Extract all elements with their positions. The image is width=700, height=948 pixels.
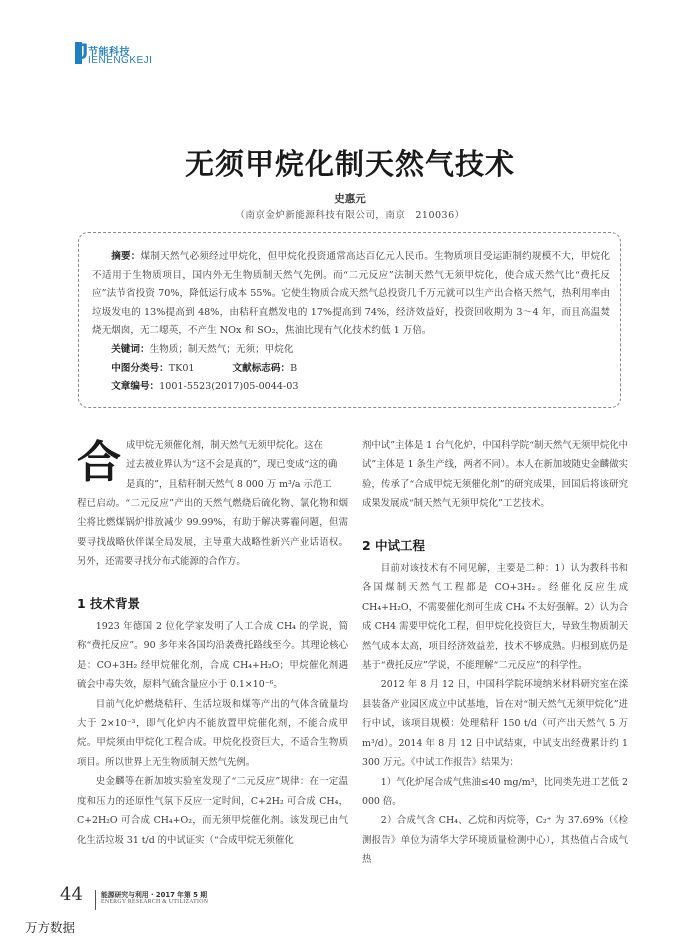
section-2-paragraph-1: 目前对该技术有不同见解，主要是二种：1）认为教科书和各国煤制天然气工程都是 CO+3H₂。经催化反应生成 CH₄+H₂O，不需要催化剂可生成 CH₄ 不太好强解。2）认为合成 CH4 需要甲烷化工程，但甲烷化投资巨大，导致生物质制天然气成本太高，项目经济效益差，技术不够成熟。归根到底仍是基于“费托反应”学说，不能理解“二元反应”的科学性。	[362, 563, 628, 672]
drop-cap: 合	[77, 437, 121, 488]
section-1-paragraph-2: 目前气化炉燃烧秸秆、生活垃圾和煤等产出的气体含硫量均大于 2×10⁻³，即气化炉内不能放置甲烷催化剂，不能合成甲烷。甲烷须由甲烷化工程合成。甲烷化投资巨大，不适合生物质项目。所以世界上无生物质制天然气先例。	[77, 698, 348, 768]
intro-rest-paragraph: 程已启动。“二元反应”产出的天然气燃烧后硫化物、氯化物和烟尘将比燃煤锅炉排放减少 99.99%，有助于解决雾霾问题，但需要寻找战略伙伴谋全局发展，主导重大战略性新兴产业话语权。另外，还需要寻找分布式能源的合作方。	[77, 498, 348, 568]
abstract-label: 摘要：	[111, 251, 141, 262]
section-1-paragraph-3: 史金麟等在新加坡实验室发现了“二元反应”规律：在一定温度和压力的还原性气氛下反应一定时间，C+2H₂ 可合成 CH₄，C+2H₂O 可合成 CH₄+O₂，而无须甲烷催化剂。该发现已由气化生活垃圾 31 t/d 的中试证实（“合成甲烷无须催化	[77, 776, 348, 846]
section-2-paragraph-2: 2012 年 8 月 12 日，中国科学院环境纳米材料研究室在滦县装备产业园区成立中试基地，旨在对“制天然气无须甲烷化”进行中试，该项目规模：处理秸秆 150 t/d（可产出天然气 5 万 m³/d）。2014 年 8 月 12 日中试结束，中试支出经费累计约 1 300 万元。《中试工作报告》结果为：	[362, 679, 628, 769]
article-author: 史惠元	[334, 193, 366, 205]
article-no-label: 文章编号：	[111, 381, 160, 393]
left-column-body	[77, 494, 348, 850]
article-affiliation: （南京金炉新能源科技有限公司，南京 210036）	[235, 210, 465, 221]
keywords-line	[92, 341, 610, 360]
page-number: 44	[60, 884, 83, 905]
section-2-heading: 2 中试工程	[362, 537, 426, 553]
intro-line-2: 过去被业界认为“这不会是真的”，现已变成“这的确	[126, 459, 338, 471]
article-no-value: 1001-5523(2017)05-0044-03	[159, 381, 299, 393]
section-2-paragraph-3: 1）气化炉尾合成气焦油≤40 mg/m³，比同类先进工艺低 2 000 倍。	[362, 776, 628, 807]
keywords-value: 生物质；制天然气；无须；甲烷化	[149, 343, 294, 355]
journal-logo-letter: J	[76, 39, 89, 64]
intro-line-3: 是真的”，且秸秆制天然气 8 000 万 m³/a 示范工	[126, 478, 332, 490]
footer-journal-english: ENERGY RESEARCH & UTILIZATION	[101, 899, 209, 905]
journal-logo-en: IENENGKEJI	[88, 55, 153, 66]
abstract-block	[92, 248, 610, 397]
footer-journal-title: 能源研究与利用 · 2017 年第 5 期	[101, 891, 208, 899]
doc-code-label: 文献标志码：	[232, 362, 291, 374]
intro-line-1: 成甲烷无须催化剂，制天然气无须甲烷化。这在	[126, 440, 323, 451]
section-2-paragraph-4: 2）合成气含 CH₄、乙烷和丙烷等，C₂⁺ 为 37.69%（《检测报告》单位为清华大学环境质量检测中心），其热值占合成气热	[362, 815, 628, 866]
journal-logo-cn: 节能科技	[88, 47, 130, 58]
abstract-text: 煤制天然气必须经过甲烷化，但甲烷化投资通常高达百亿元人民币。生物质项目受运距制约规模不大，甲烷化不适用于生物质项目，国内外无生物质制天然气先例。而“二元反应”法制天然气无须甲烷化，使合成天然气比“费托反应”法节省投资 70%，降低运行成本 55%。它使生物质合成天然气总投资几千万元就可以生产出合格天然气，热利用率由垃圾发电的 13%提高到 48%，由秸秆直燃发电的 17%提高到 74%，经济效益好，投资回收期为 3～4 年，而且高温焚烧无烟囱，无二噁英，不产生 NOx 和 SO₂，焦油比现有气化技术约低 1 万倍。	[92, 251, 611, 337]
clc-label: 中图分类号：	[111, 362, 169, 374]
article-number-line	[92, 378, 610, 397]
article-title: 无须甲烷化制天然气技术	[184, 147, 515, 181]
section-1-paragraph-1: 1923 年德国 2 位化学家发明了人工合成 CH₄ 的学说，简称“费托反应”。90 多年来各国均沿袭费托路线至今。其理论核心是：CO+3H₂ 经甲烷催化剂，合成 CH₄+H₂O；甲烷催化剂遇硫会中毒失效，原料气硫含量应小于 0.1×10⁻⁶。	[77, 621, 348, 691]
section-1-heading: 1 技术背景	[77, 595, 141, 611]
clc-value: TK01	[168, 362, 195, 374]
abstract-paragraph	[92, 248, 610, 341]
keywords-label: 关键词：	[111, 343, 150, 355]
doc-code-value: B	[290, 362, 298, 374]
database-watermark: 万方数据	[25, 920, 76, 935]
intro-lines	[126, 436, 348, 494]
footer-divider	[95, 890, 96, 910]
classification-line	[92, 360, 610, 379]
right-column-body	[362, 436, 628, 870]
right-continuation-paragraph: 剂中试”主体是 1 台气化炉，中国科学院“制天然气无须甲烷化中试”主体是 1 条生产线，两者不同）。本人在新加坡随史金麟做实验，传承了“合成甲烷无须催化剂”的研究成果，回国后将该研究成果发展成“制天然气无须甲烷化”工艺技术。	[362, 440, 628, 510]
